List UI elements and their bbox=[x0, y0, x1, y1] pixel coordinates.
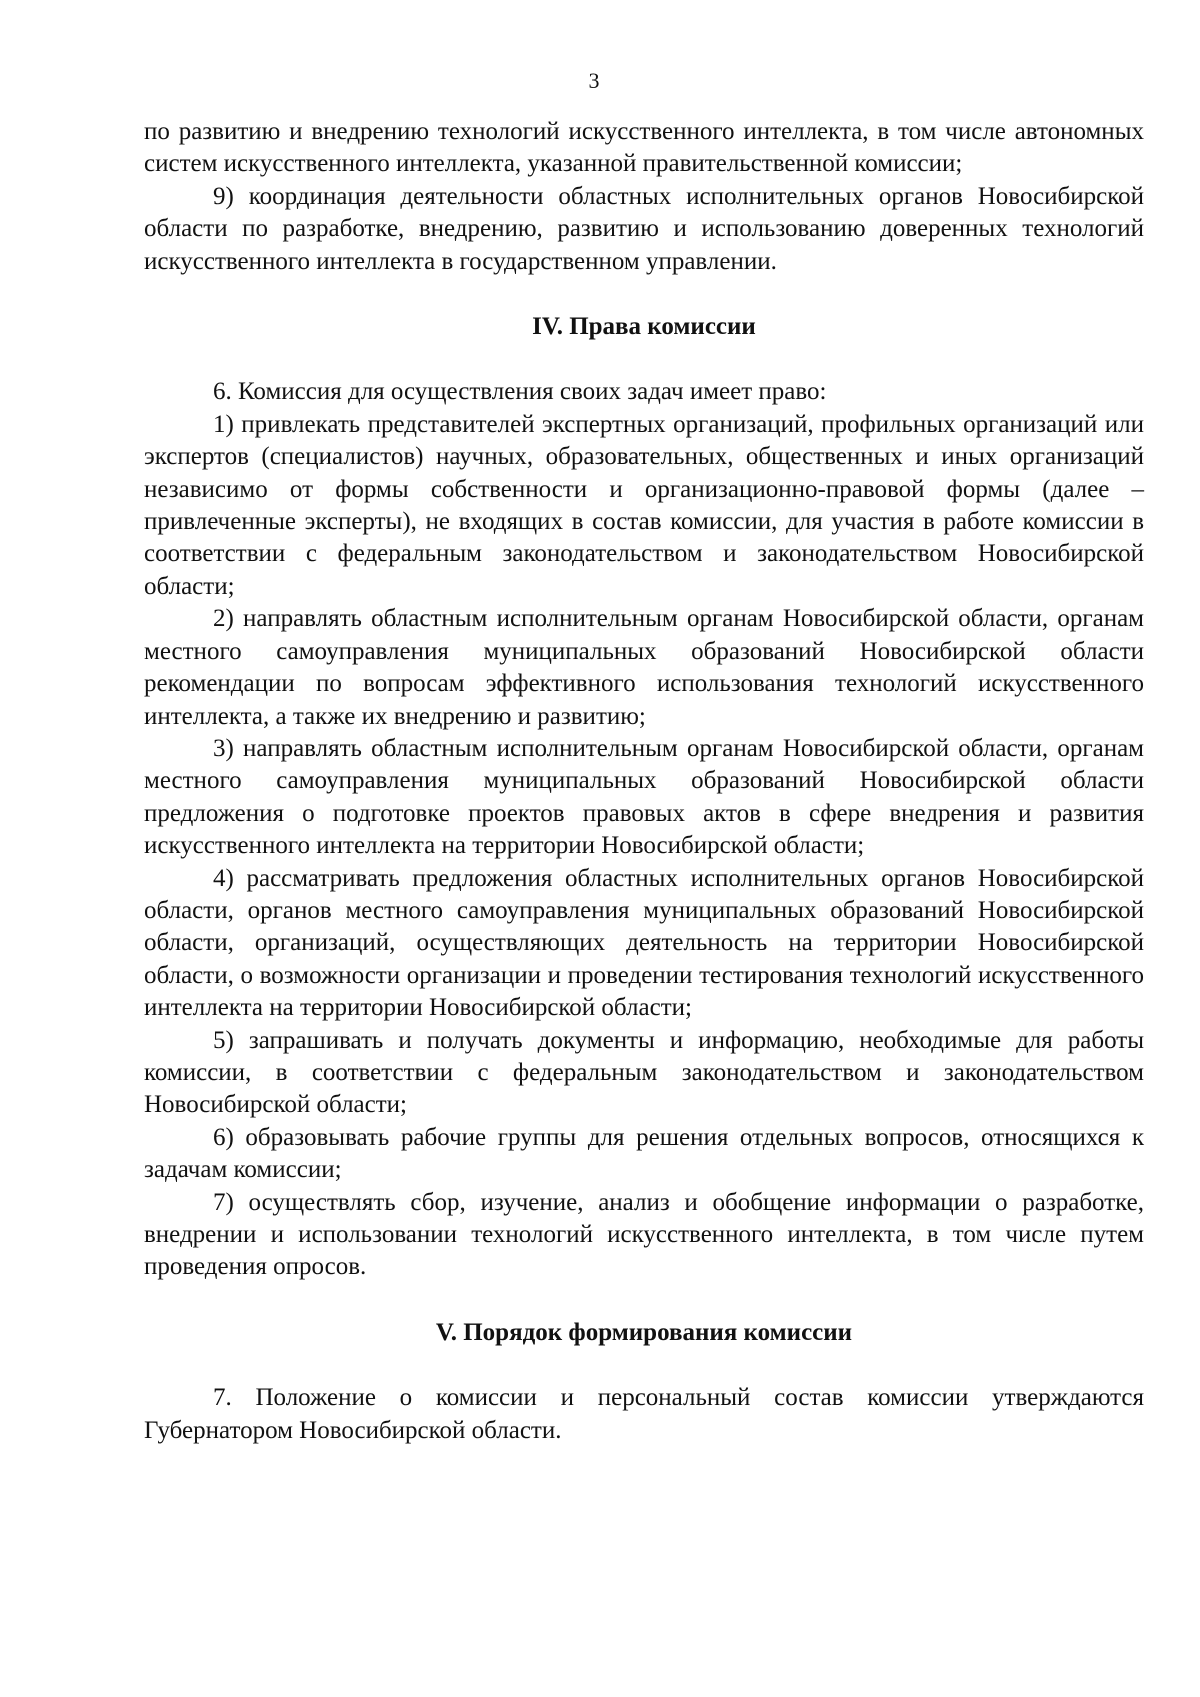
section-heading: IV. Права комиссии bbox=[532, 313, 756, 341]
paragraph: 6) образовывать рабочие группы для решения отдельных вопросов, относящихся к задачам комиссии; bbox=[144, 1123, 1144, 1184]
paragraph: 9) координация деятельности областных исполнительных органов Новосибирской области по разработке, внедрению, развитию и использованию доверенных технологий искусственного интеллекта в государственном управлении. bbox=[144, 182, 1144, 275]
section-heading: V. Порядок формирования комиссии bbox=[435, 1318, 853, 1346]
paragraph: 4) рассматривать предложения областных исполнительных органов Новосибирской области, органов местного самоуправления муниципальных образований Новосибирской области, организаций, осуществляющих деятельность на территории Новосибирской области, о возможности организации и проведении тестирования технологий искусственного интеллекта на территории Новосибирской области; bbox=[144, 864, 1144, 1022]
document-body bbox=[144, 116, 1144, 1447]
paragraph: 7) осуществлять сбор, изучение, анализ и обобщение информации о разработке, внедрении и использовании технологий искусственного интеллекта, в том числе путем проведения опросов. bbox=[144, 1188, 1144, 1281]
paragraph: 2) направлять областным исполнительным органам Новосибирской области, органам местного самоуправления муниципальных образований Новосибирской области рекомендации по вопросам эффективного использования технологий искусственного интеллекта, а также их внедрению и развитию; bbox=[144, 605, 1144, 730]
paragraph: 5) запрашивать и получать документы и информацию, необходимые для работы комиссии, в соответствии с федеральным законодательством и законодательством Новосибирской области; bbox=[144, 1026, 1144, 1119]
page-number: 3 bbox=[588, 68, 600, 93]
paragraph: 7. Положение о комиссии и персональный состав комиссии утверждаются Губернатором Новосибирской области. bbox=[144, 1384, 1144, 1444]
paragraph: по развитию и внедрению технологий искусственного интеллекта, в том числе автономных систем искусственного интеллекта, указанной правительственной комиссии; bbox=[144, 118, 1144, 178]
paragraph: 1) привлекать представителей экспертных организаций, профильных организаций или экспертов (специалистов) научных, образовательных, общественных и иных организаций независимо от формы собственности и организационно-правовой формы (далее – привлеченные эксперты), не входящих в состав комиссии, для участия в работе комиссии в соответствии с федеральным законодательством и законодательством Новосибирской области; bbox=[144, 410, 1144, 600]
paragraph: 3) направлять областным исполнительным органам Новосибирской области, органам местного самоуправления муниципальных образований Новосибирской области предложения о подготовке проектов правовых актов в сфере внедрения и развития искусственного интеллекта на территории Новосибирской области; bbox=[144, 734, 1144, 860]
paragraph: 6. Комиссия для осуществления своих задач имеет право: bbox=[213, 378, 827, 406]
